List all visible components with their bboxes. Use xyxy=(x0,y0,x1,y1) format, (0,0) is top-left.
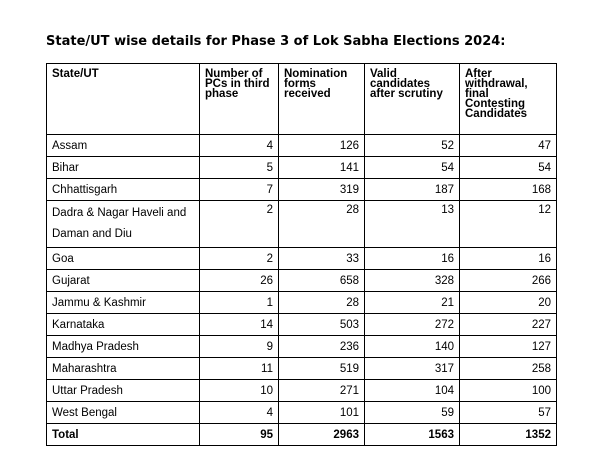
cell-nomination: 503 xyxy=(279,314,365,336)
total-valid: 1563 xyxy=(365,424,460,446)
cell-valid: 13 xyxy=(365,201,460,248)
cell-nomination: 519 xyxy=(279,358,365,380)
cell-state: Maharashtra xyxy=(47,358,200,380)
table-row xyxy=(47,358,557,380)
cell-state: Madhya Pradesh xyxy=(47,336,200,358)
cell-final: 227 xyxy=(460,314,557,336)
cell-state: Uttar Pradesh xyxy=(47,380,200,402)
table-row xyxy=(47,135,557,157)
cell-valid: 21 xyxy=(365,292,460,314)
cell-pcs: 10 xyxy=(200,380,279,402)
cell-pcs: 26 xyxy=(200,270,279,292)
cell-nomination: 141 xyxy=(279,157,365,179)
header-state: State/UT xyxy=(47,64,200,135)
total-pcs: 95 xyxy=(200,424,279,446)
cell-valid: 16 xyxy=(365,248,460,270)
cell-valid: 140 xyxy=(365,336,460,358)
cell-state: Goa xyxy=(47,248,200,270)
cell-final: 16 xyxy=(460,248,557,270)
cell-pcs: 2 xyxy=(200,201,279,248)
cell-nomination: 658 xyxy=(279,270,365,292)
cell-valid: 59 xyxy=(365,402,460,424)
table-row xyxy=(47,336,557,358)
cell-state: Dadra & Nagar Haveli and Daman and Diu xyxy=(47,201,200,248)
cell-valid: 317 xyxy=(365,358,460,380)
cell-pcs: 2 xyxy=(200,248,279,270)
cell-final: 54 xyxy=(460,157,557,179)
page-title: State/UT wise details for Phase 3 of Lok Sabha Elections 2024: xyxy=(46,34,506,49)
header-nomination: Nomination forms received xyxy=(279,64,365,135)
cell-nomination: 28 xyxy=(279,201,365,248)
cell-pcs: 1 xyxy=(200,292,279,314)
table-row xyxy=(47,270,557,292)
cell-state: Karnataka xyxy=(47,314,200,336)
cell-valid: 52 xyxy=(365,135,460,157)
cell-nomination: 271 xyxy=(279,380,365,402)
cell-pcs: 4 xyxy=(200,402,279,424)
cell-valid: 328 xyxy=(365,270,460,292)
cell-final: 57 xyxy=(460,402,557,424)
cell-nomination: 33 xyxy=(279,248,365,270)
cell-nomination: 101 xyxy=(279,402,365,424)
table-row xyxy=(47,292,557,314)
cell-final: 127 xyxy=(460,336,557,358)
cell-valid: 272 xyxy=(365,314,460,336)
table-row xyxy=(47,314,557,336)
table-row xyxy=(47,157,557,179)
total-label: Total xyxy=(47,424,200,446)
cell-pcs: 14 xyxy=(200,314,279,336)
cell-final: 12 xyxy=(460,201,557,248)
total-row xyxy=(47,424,557,446)
phase3-details-table xyxy=(46,63,557,446)
cell-state: Assam xyxy=(47,135,200,157)
cell-pcs: 5 xyxy=(200,157,279,179)
cell-valid: 104 xyxy=(365,380,460,402)
cell-pcs: 4 xyxy=(200,135,279,157)
table-row xyxy=(47,248,557,270)
cell-pcs: 11 xyxy=(200,358,279,380)
cell-final: 20 xyxy=(460,292,557,314)
header-final: After withdrawal, final Contesting Candidates xyxy=(460,64,557,135)
cell-final: 47 xyxy=(460,135,557,157)
cell-final: 258 xyxy=(460,358,557,380)
cell-valid: 54 xyxy=(365,157,460,179)
cell-nomination: 319 xyxy=(279,179,365,201)
cell-final: 168 xyxy=(460,179,557,201)
table-row xyxy=(47,380,557,402)
cell-state: West Bengal xyxy=(47,402,200,424)
cell-final: 266 xyxy=(460,270,557,292)
table-row xyxy=(47,201,557,248)
cell-state: Gujarat xyxy=(47,270,200,292)
header-pcs: Number of PCs in third phase xyxy=(200,64,279,135)
cell-state: Bihar xyxy=(47,157,200,179)
cell-nomination: 236 xyxy=(279,336,365,358)
cell-pcs: 9 xyxy=(200,336,279,358)
cell-nomination: 28 xyxy=(279,292,365,314)
header-valid: Valid candidates after scrutiny xyxy=(365,64,460,135)
total-nomination: 2963 xyxy=(279,424,365,446)
cell-final: 100 xyxy=(460,380,557,402)
cell-valid: 187 xyxy=(365,179,460,201)
table-header-row xyxy=(47,64,557,135)
table-row xyxy=(47,179,557,201)
cell-state: Chhattisgarh xyxy=(47,179,200,201)
cell-pcs: 7 xyxy=(200,179,279,201)
table-row xyxy=(47,402,557,424)
cell-nomination: 126 xyxy=(279,135,365,157)
total-final: 1352 xyxy=(460,424,557,446)
cell-state: Jammu & Kashmir xyxy=(47,292,200,314)
